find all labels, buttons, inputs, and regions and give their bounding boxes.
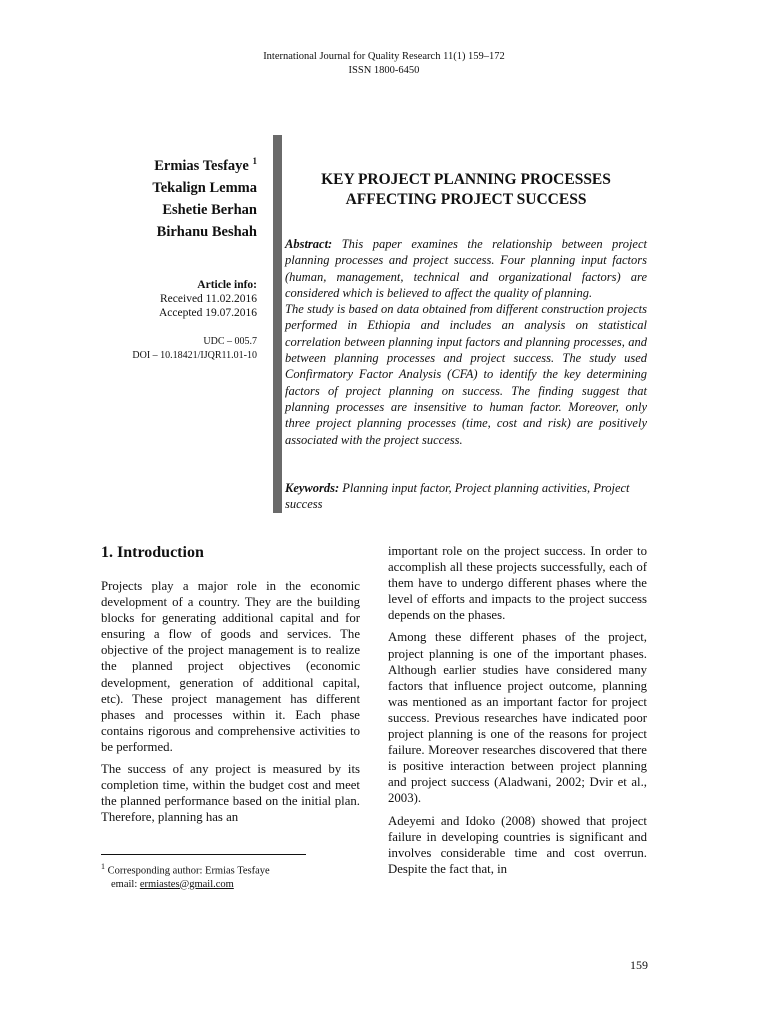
keywords-text: Planning input factor, Project planning activities, Project success bbox=[285, 481, 630, 512]
doi: DOI – 10.18421/IJQR11.01-10 bbox=[132, 349, 257, 361]
page-number: 159 bbox=[630, 958, 648, 972]
abstract-label: Abstract: bbox=[285, 237, 333, 251]
abstract-para-1: Abstract: This paper examines the relationship between project planning processes and project success. Four planning input factors (human, management, technical and organizational factors) are considered which is believed to affect the quality of planning. bbox=[285, 237, 648, 300]
author-name: Birhanu Beshah bbox=[156, 223, 257, 240]
keywords-label: Keywords: bbox=[285, 481, 340, 495]
paper-title: KEY PROJECT PLANNING PROCESSES AFFECTING PROJECT SUCCESS bbox=[321, 171, 611, 208]
author-name: Tekalign Lemma bbox=[152, 179, 257, 196]
footnote-author: $^1$ Corresponding author: Ermias Tesfaye bbox=[101, 862, 270, 877]
author-name: Ermias Tesfaye $^1$ bbox=[154, 156, 257, 174]
journal-citation: International Journal for Quality Research 11(1) 159–172 bbox=[263, 51, 505, 62]
journal-header bbox=[0, 50, 768, 78]
body-paragraph: Among these different phases of the project, project planning is one of the important phases. Although earlier studies have considered many factors that influence project outcome, planning was mentioned as an important factor for project success. Previous researches have indicated poor project planning is one of the reasons for project failure. Moreover researches discovered that there is positive interaction between project planning and project success (Aladwani, 2002; Dvir et al., 2003). bbox=[388, 630, 647, 806]
body-paragraph: Projects play a major role in the economic development of a country. They are the building blocks for generating additional capital and for ensuring a flow of goods and services. The objective of the project management is to realize the planned project objectives (economic development, generation of additional capital, etc). These project management has different phases and processes within it. Each phase contains rigorous and comprehensive activities to be performed. bbox=[101, 579, 360, 754]
issn: ISSN 1800-6450 bbox=[348, 65, 420, 76]
keywords bbox=[285, 480, 647, 513]
section-heading-introduction: 1. Introduction bbox=[101, 544, 204, 561]
body-paragraph: The success of any project is measured by its completion time, within the budget cost and meet the planned performance based on the initial plan. Therefore, planning has an bbox=[101, 762, 360, 825]
left-column bbox=[101, 578, 360, 831]
email-link[interactable]: ermiastes@gmail.com bbox=[139, 878, 234, 890]
article-info-heading: Article info: bbox=[197, 279, 257, 291]
author-name: Eshetie Berhan bbox=[162, 201, 257, 218]
abstract bbox=[285, 236, 647, 448]
body-paragraph: Adeyemi and Idoko (2008) showed that project failure in developing countries is significant and involves considerable time and cost overrun. Despite the fact that, in bbox=[388, 813, 647, 876]
footnote bbox=[101, 860, 270, 891]
accepted-date: Accepted 19.07.2016 bbox=[158, 307, 257, 319]
article-identifiers bbox=[60, 335, 257, 362]
udc: UDC – 005.7 bbox=[203, 336, 257, 347]
footnote-mark: 1 bbox=[101, 862, 105, 871]
vertical-divider bbox=[273, 135, 282, 513]
author-affiliation-mark: 1 bbox=[252, 156, 257, 166]
article-info bbox=[100, 278, 257, 320]
body-paragraph: important role on the project success. In order to accomplish all these projects successfully, each of them have to undergo different phases where the level of efforts and impacts to the project success depends on the phases. bbox=[388, 544, 647, 623]
footnote-email: email: ermiastes@gmail.com bbox=[111, 878, 234, 890]
footnote-rule bbox=[101, 854, 306, 855]
author-list bbox=[100, 150, 257, 243]
received-date: Received 11.02.2016 bbox=[160, 293, 257, 305]
abstract-para-2: The study is based on data obtained from different construction projects performed in Ethiopia and includes an analysis on statistical correlation between planning input factors and planning processes, and between planning processes and project success. The study used Confirmatory Factor Analysis (CFA) to identify the key determining factors of project planning on success. The finding suggest that planning processes are insensitive to human factor. Moreover, only three project planning processes (time, cost and risk) are positively associated with the project success. bbox=[285, 302, 647, 447]
right-column bbox=[388, 543, 647, 883]
